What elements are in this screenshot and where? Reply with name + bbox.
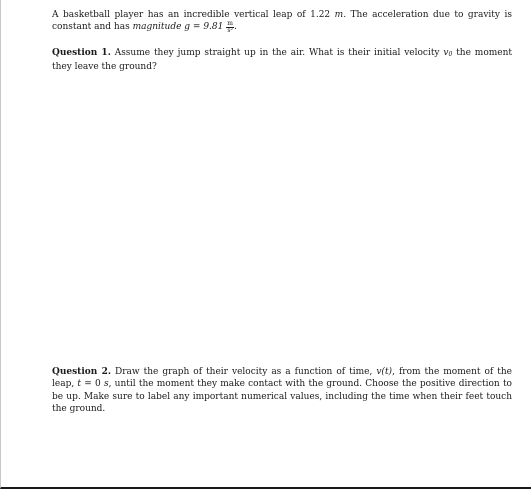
equals-zero: = 0 (81, 379, 101, 390)
question-2 (36, 366, 512, 416)
s-unit: s (103, 379, 109, 390)
problem-statement (36, 9, 512, 34)
g-expression: g = 9.81 (184, 22, 224, 33)
question-2-text-c: , until the moment they make contact with the ground. Choose the positive direction to be up. Make sure to label any important numerical values, including the time when their feet touch the ground. (52, 379, 512, 415)
intro-mid-text: . The acceleration due to gravity is constant and has (52, 10, 512, 33)
question-2-label: Question 2. (52, 367, 111, 377)
v0-symbol: $v_0$ (443, 48, 453, 58)
fraction-denominator: s² (227, 27, 233, 35)
question-2-text-b: , from the moment of the leap, (52, 367, 512, 390)
question-1 (36, 47, 512, 74)
vt-expression: v(t) (376, 367, 393, 377)
unit-m: m (334, 10, 344, 20)
question-2-text-a: Draw the graph of their velocity as a function of time, (110, 367, 373, 377)
question-1-text-start: Assume they jump straight up in the air. What is their initial velocity (110, 48, 440, 58)
intro-start-text: A basketball player has an incredible vertical leap of 1.22 (52, 10, 331, 20)
v0-subscript: 0 (448, 51, 453, 58)
fraction-numerator: m (227, 20, 233, 28)
units-fraction (226, 21, 234, 34)
end-period: . (233, 22, 237, 33)
question-1-label: Question 1. (52, 48, 111, 58)
question-1-text-end: the moment they leave the ground? (52, 48, 513, 73)
t-symbol: t (77, 379, 82, 390)
magnitude-word: magnitude (132, 22, 182, 33)
